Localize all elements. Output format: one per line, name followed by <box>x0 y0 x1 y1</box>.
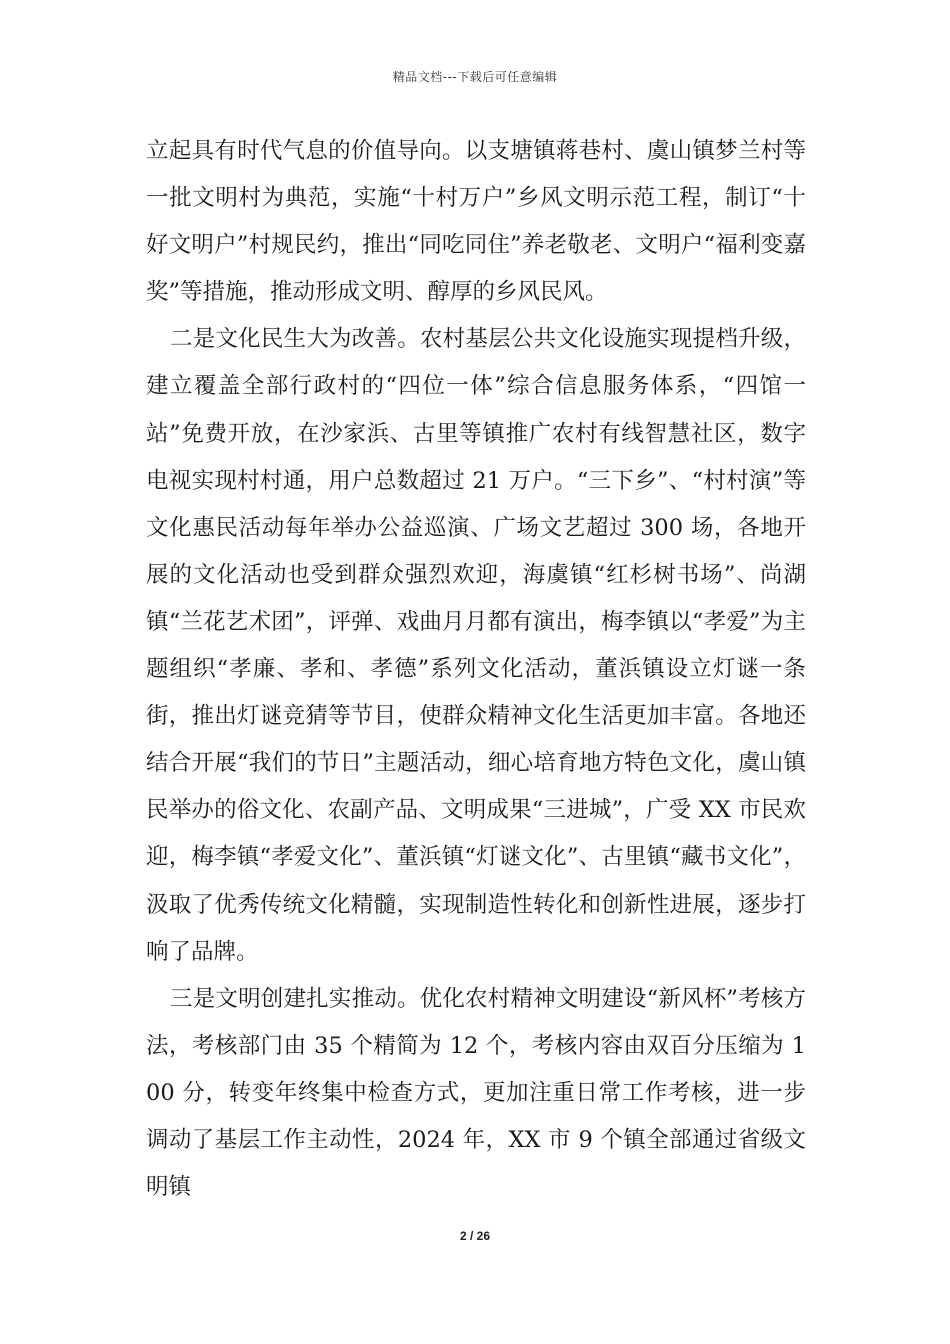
paragraph-continuation: 立起具有时代气息的价值导向。以支塘镇蒋巷村、虞山镇梦兰村等一批文明村为典范，实施“十村万户”乡风文明示范工程，制订“十好文明户”村规民约，推出“同吃同住”养老敬老、文明户“福利变嘉奖”等措施，推动形成文明、醇厚的乡风民风。 <box>146 138 806 306</box>
paragraph-culture-livelihood: 二是文化民生大为改善。农村基层公共文化设施实现提档升级，建立覆盖全部行政村的“四位一体”综合信息服务体系，“四馆一站”免费开放，在沙家浜、古里等镇推广农村有线智慧社区，数字电视实现村村通，用户总数超过 21 万户。“三下乡”、“村村演”等文化惠民活动每年举办公益巡演、广场文艺超过 300 场，各地开展的文化活动也受到群众强烈欢迎，海虞镇“红杉树书场”、尚湖镇“兰花艺术团”，评弹、戏曲月月都有演出，梅李镇以“孝爱”为主题组织“孝廉、孝和、孝德”系列文化活动，董浜镇设立灯谜一条街，推出灯谜竞猜等节目，使群众精神文化生活更加丰富。各地还结合开展“我们的节日”主题活动，细心培育地方特色文化，虞山镇民举办的俗文化、农副产品、文明成果“三进城”，广受 XX 市民欢迎，梅李镇“孝爱文化”、董浜镇“灯谜文化”、古里镇“藏书文化”，汲取了优秀传统文化精髓，实现制造性转化和创新性进展，逐步打响了品牌。 <box>146 326 806 965</box>
page-header: 精品文档---下载后可任意编辑 <box>392 70 558 84</box>
page-number: 2 / 26 <box>459 1229 491 1243</box>
paragraph-civilization-creation: 三是文明创建扎实推动。优化农村精神文明建设“新风杯”考核方法，考核部门由 35 个精简为 12 个，考核内容由双百分压缩为 100 分，转变年终集中检查方式，更加注重日常工作考核，进一步调动了基层工作主动性，2024 年，XX 市 9 个镇全部通过省级文明镇 <box>146 985 806 1201</box>
document-body <box>146 128 806 1211</box>
